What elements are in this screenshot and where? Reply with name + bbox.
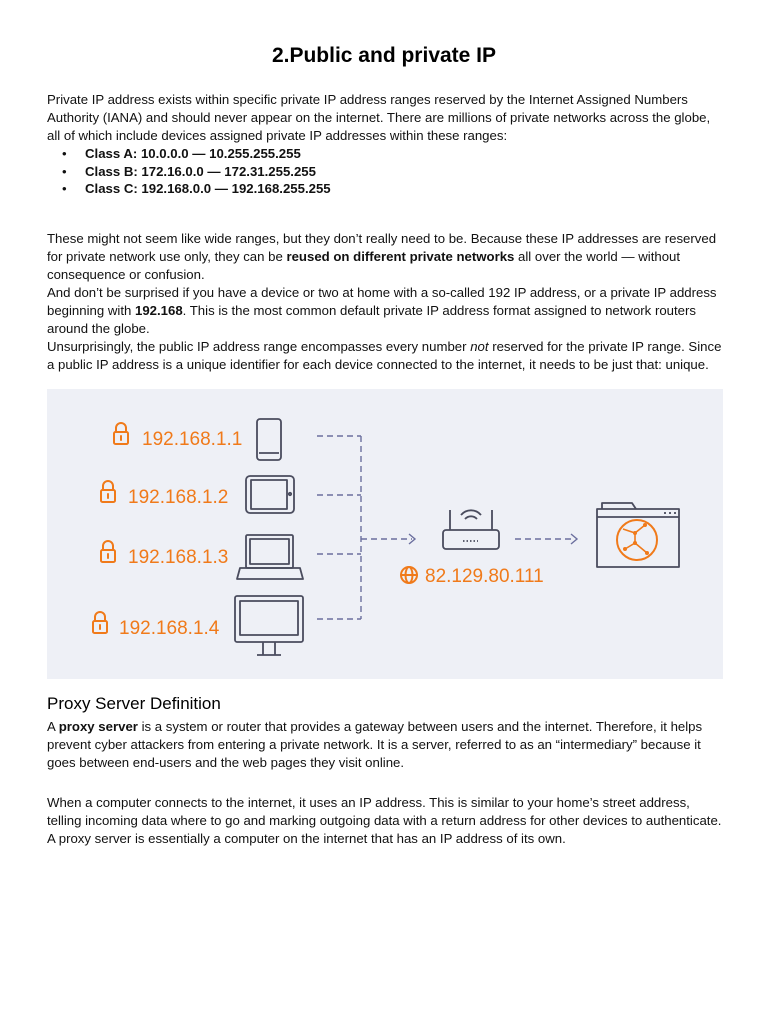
proxy-paragraph — [47, 718, 723, 772]
paragraph-text: . This is the most common default private IP address format assigned to network routers around the globe. — [47, 303, 696, 336]
monitor-icon — [235, 596, 303, 655]
paragraph-italic: not — [470, 339, 489, 354]
paragraph-text: all over the world — without consequence or confusion. — [47, 249, 681, 282]
private-ip-label: 192.168.1.4 — [119, 618, 220, 639]
proxy-ip-text: When a computer connects to the internet, it uses an IP address. This is similar to your home’s street address, telling incoming data where to go and marking outgoing data with a return address for other devices to authenticate. A proxy server is essentially a computer on the internet that has an IP address of its own. — [47, 795, 722, 846]
paragraph-bold: 192.168 — [134, 303, 183, 318]
public-ip-paragraph — [47, 338, 723, 374]
lock-icon — [93, 612, 107, 633]
lock-icon — [114, 423, 128, 444]
section-heading: Proxy Server Definition — [47, 694, 221, 713]
private-ip-label: 192.168.1.2 — [128, 487, 229, 508]
intro-paragraph — [47, 91, 723, 145]
list-item: • Class A: 10.0.0.0 — 10.255.255.255 — [58, 145, 331, 163]
globe-icon — [401, 567, 417, 583]
list-item: • Class C: 192.168.0.0 — 192.168.255.255 — [58, 180, 331, 198]
default-ip-paragraph — [47, 284, 723, 338]
laptop-icon — [237, 535, 303, 579]
paragraph-text: reserved for the private IP range. Since a public IP address is a unique identifier for each device connected to the internet, it needs to be just that: unique. — [47, 339, 722, 372]
lock-icon — [101, 481, 115, 502]
ranges-paragraph — [47, 230, 723, 284]
router-icon — [443, 510, 499, 549]
page-title: 2.Public and private IP — [271, 44, 497, 67]
ranges-paragraphs — [47, 230, 723, 374]
paragraph-bold: proxy server — [58, 719, 138, 734]
proxy-definition-text — [47, 718, 723, 772]
browser-globe-icon — [597, 503, 679, 567]
private-ip-label: 192.168.1.1 — [142, 429, 243, 450]
phone-icon — [257, 419, 281, 460]
paragraph-text: Unsurprisingly, the public IP address range encompasses every number — [47, 339, 471, 354]
network-diagram — [47, 389, 723, 679]
ip-class-list — [58, 145, 331, 198]
connection-lines — [317, 436, 574, 619]
proxy-ip-paragraph — [47, 794, 723, 848]
lock-icon — [101, 541, 115, 562]
private-ip-label: 192.168.1.3 — [128, 547, 229, 568]
public-ip-label: 82.129.80.111 — [425, 566, 544, 587]
intro-text: Private IP address exists within specific private IP address ranges reserved by the Internet Assigned Numbers Authority (IANA) and should never appear on the internet. There are millions of private networks across the globe, all of which include devices assigned private IP addresses within these ranges: — [47, 92, 711, 143]
paragraph-text: And don’t be surprised if you have a device or two at home with a so-called 192 IP address, or a private IP address beginning with — [47, 285, 717, 318]
paragraph-text: A — [47, 719, 59, 734]
arrowheads — [409, 534, 577, 544]
paragraph-bold: reused on different private networks — [286, 249, 515, 264]
paragraph-text: These might not seem like wide ranges, but they don’t really need to be. Because these IP addresses are reserved for private network use only, they can be — [47, 231, 717, 264]
tablet-icon — [246, 476, 294, 513]
paragraph-text: is a system or router that provides a gateway between users and the internet. Therefore, it helps prevent cyber attackers from entering a private network. It is a server, referred to as an “intermediary” because it goes between end-users and the web pages they visit online. — [47, 719, 703, 770]
list-item: • Class B: 172.16.0.0 — 172.31.255.255 — [58, 163, 331, 181]
